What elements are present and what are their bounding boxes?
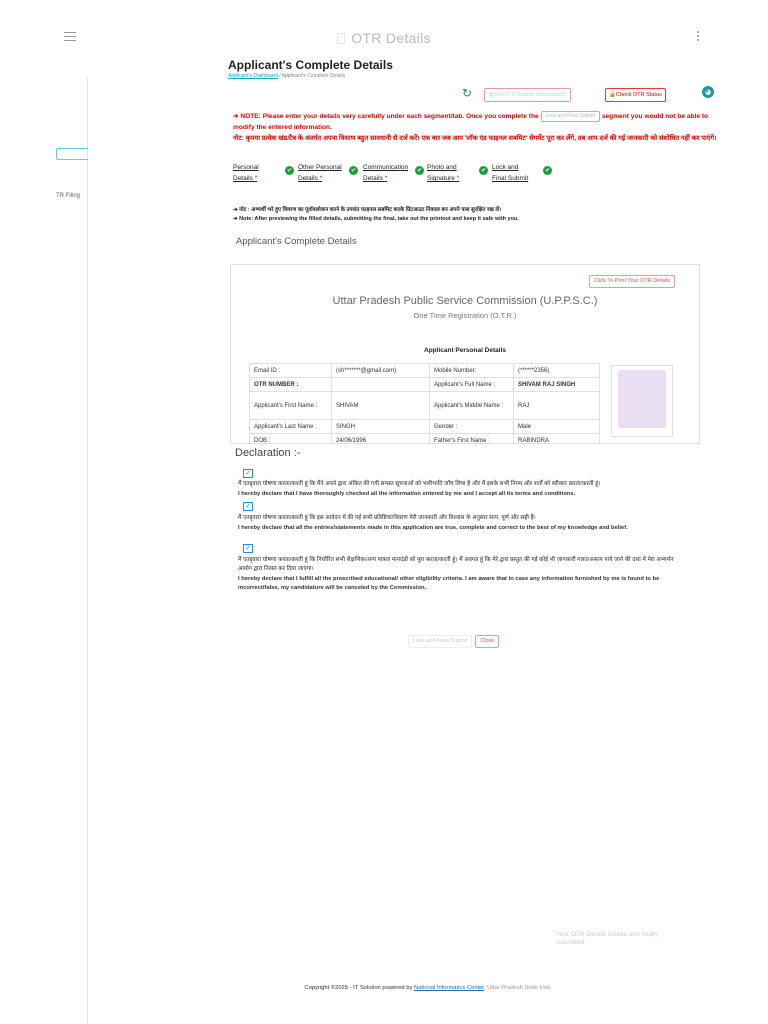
sidebar-item-otr-filing[interactable]: TR Filing [56, 193, 81, 199]
check-circle-icon: ✔ [544, 167, 551, 174]
check-otr-status-button[interactable]: 🔒Check OTR Status [605, 88, 666, 102]
close-button[interactable]: Close [475, 635, 499, 648]
declaration-buttons [408, 627, 502, 644]
inline-lock-final-submit-label: Lock and Final Submit [541, 111, 600, 122]
declaration-hindi-3: मैं एतद्द्वारा घोषणा करता/करती हूं कि निर्धारित सभी शैक्षणिक/अन्य पात्रता मानदंडों को पूरा करता/करती हूं। मैं अवगत हूं कि मेरे द्वारा प्रस्तुत की गई कोई भी जानकारी गलत/असत्य पाये जाने की दशा में मेरा अभ्यर्थन आयोग द्वारा निरस्त कर दिया जाएगा। [238, 557, 674, 572]
status-toast: Your OTR Details locked and finally submitted. [556, 931, 659, 946]
check-circle-icon: ✔ [286, 167, 293, 174]
dashboard-icon[interactable]: ◕ [702, 86, 714, 98]
org-name: Uttar Pradesh Public Service Commission (U.P.P.S.C.) [332, 295, 598, 307]
breadcrumb: Applicant's Dashboard / Applicant's Complete Details [228, 73, 346, 79]
main-content [228, 58, 718, 247]
breadcrumb-dashboard-link[interactable]: Applicant's Dashboard [228, 73, 278, 79]
applicant-photo [611, 365, 673, 437]
declaration-title: Declaration :- [235, 447, 301, 459]
table-row: Applicant's First Name : SHIVAM Applicant's Middle Name : RAJ [250, 392, 600, 420]
declaration-english-2: I hereby declare that all the entries/statements made in this application are true, complete and correct to the best of my knowledge and belief. [238, 525, 628, 531]
tab-other-personal-details[interactable]: Other Personal Details * [298, 164, 342, 182]
footer: Copyright ©2025 - IT Solution powered by National Informatics Center, Uttar Pradesh State Unit. [304, 985, 552, 991]
check-circle-icon: ✔ [350, 167, 357, 174]
declaration-checkbox-2[interactable]: ✓ [243, 502, 253, 511]
refresh-icon[interactable]: ↻ [462, 86, 473, 100]
declaration-section [230, 444, 700, 644]
page-title: Applicant's Complete Details [228, 58, 393, 72]
lock-final-submit-button[interactable]: Lock and Final Submit [408, 635, 472, 648]
tab-communication-details[interactable]: Communication Details * [363, 164, 409, 182]
get-otr-number-button[interactable]: ▥ Get OTR Number (Immediately) [484, 88, 571, 102]
declaration-checkbox-3[interactable]: ✓ [243, 544, 253, 553]
tab-photo-signature[interactable]: Photo and Signature * [427, 164, 460, 182]
top-title: OTR Details [0, 30, 768, 46]
sidebar [0, 78, 88, 1024]
personal-details-table [249, 363, 600, 444]
note-block: ➔ NOTE: Please enter your details very carefully under each segment/tab. Once you complete the Lock and Final Submit segment you would not be able to modify the entered information. नोट: कृपया प्रत्येक खंड/टैब के अंतर्गत अपना विवरण बहुत सावधानी से दर्ज करें। एक बार जब आप 'लॉक एंड फाइनल सबमिट' सेगमेंट पूरा कर लेंगे, तब आप दर्ज की गई जानकारी को संशोधित नहीं कर पाएंगे। [233, 113, 717, 142]
table-row: Applicant's Last Name : SINGH Gender : Male [250, 420, 600, 434]
segment-tabs [233, 162, 563, 186]
check-circle-icon: ✔ [480, 167, 487, 174]
more-options-icon[interactable] [697, 31, 701, 43]
sidebar-active-item[interactable] [56, 148, 88, 160]
table-row: OTR NUMBER : Applicant's Full Name : SHIVAM RAJ SINGH [250, 378, 600, 392]
photo-placeholder [618, 370, 666, 428]
tab-lock-final-submit[interactable]: Lock and Final Submit [492, 164, 529, 182]
document-icon [337, 33, 345, 44]
breadcrumb-current: Applicant's Complete Details [281, 73, 346, 79]
declaration-hindi-2: मैं एतद्द्वारा घोषणा करता/करती हूं कि इस आवेदन में की गई सभी प्रविष्टियां/विवरण मेरी जानकारी और विश्वास के अनुसार सत्य, पूर्ण और सही हैं। [238, 515, 536, 521]
personal-details-heading: Applicant Personal Details [424, 347, 506, 354]
org-subtitle: One Time Registration (O.T.R.) [413, 311, 517, 320]
nic-link[interactable]: National Informatics Center [413, 985, 484, 991]
arrow-icon: ➔ [233, 216, 240, 222]
print-note: ➔ नोट : अभ्यर्थी भरे हुए विवरण का पूर्वावलोकन करने के उपरांत फाइनल सबमिट करके प्रिंटआउट निकाल कर अपने पास सुरक्षित रख लें। ➔ Note: After previewing the filled details, submitting the final, take out the printout and keep it safe with you. [233, 207, 519, 222]
otr-preview-panel [230, 264, 700, 444]
declaration-checkbox-1[interactable]: ✓ [243, 469, 253, 478]
table-row: DOB : 24/06/1996 Father's First Name : RABINDRA [250, 434, 600, 445]
arrow-icon: ➔ [233, 113, 241, 120]
section-title: Applicant's Complete Details [236, 236, 357, 247]
declaration-english-3: I hereby declare that I fulfill all the prescribed educational/ other eligibility criteria. I am aware that in case any information furnished by me is found to be incorrect/false, my candidature will be canceled by the Commission. [238, 576, 660, 591]
check-circle-icon: ✔ [416, 167, 423, 174]
declaration-hindi-1: मैं एतद्द्वारा घोषणा करता/करती हूं कि मैंने अपने द्वारा अंकित की गयी समस्त सूचनाओं को भलीभांति जाँच लिया है और मैं इसके सभी नियम और शर्तों को स्वीकार करता/करती हूं। [238, 481, 601, 487]
tab-personal-details[interactable]: Personal Details * [233, 164, 259, 182]
table-row: Email ID : (sh*******@gmail.com) Mobile Number: (******2356) [250, 364, 600, 378]
note-hindi: नोट: कृपया प्रत्येक खंड/टैब के अंतर्गत अपना विवरण बहुत सावधानी से दर्ज करें। एक बार जब आप 'लॉक एंड फाइनल सबमिट' सेगमेंट पूरा कर लेंगे, तब आप दर्ज की गई जानकारी को संशोधित नहीं कर पाएंगे। [233, 135, 717, 142]
arrow-icon: ➔ [233, 207, 240, 213]
action-bar [462, 86, 714, 102]
declaration-english-1: I hereby declare that I have thoroughly checked all the information entered by me and I accept all its terms and conditions. [238, 491, 576, 497]
print-otr-button[interactable]: Click To Print Your OTR Details [589, 275, 675, 288]
